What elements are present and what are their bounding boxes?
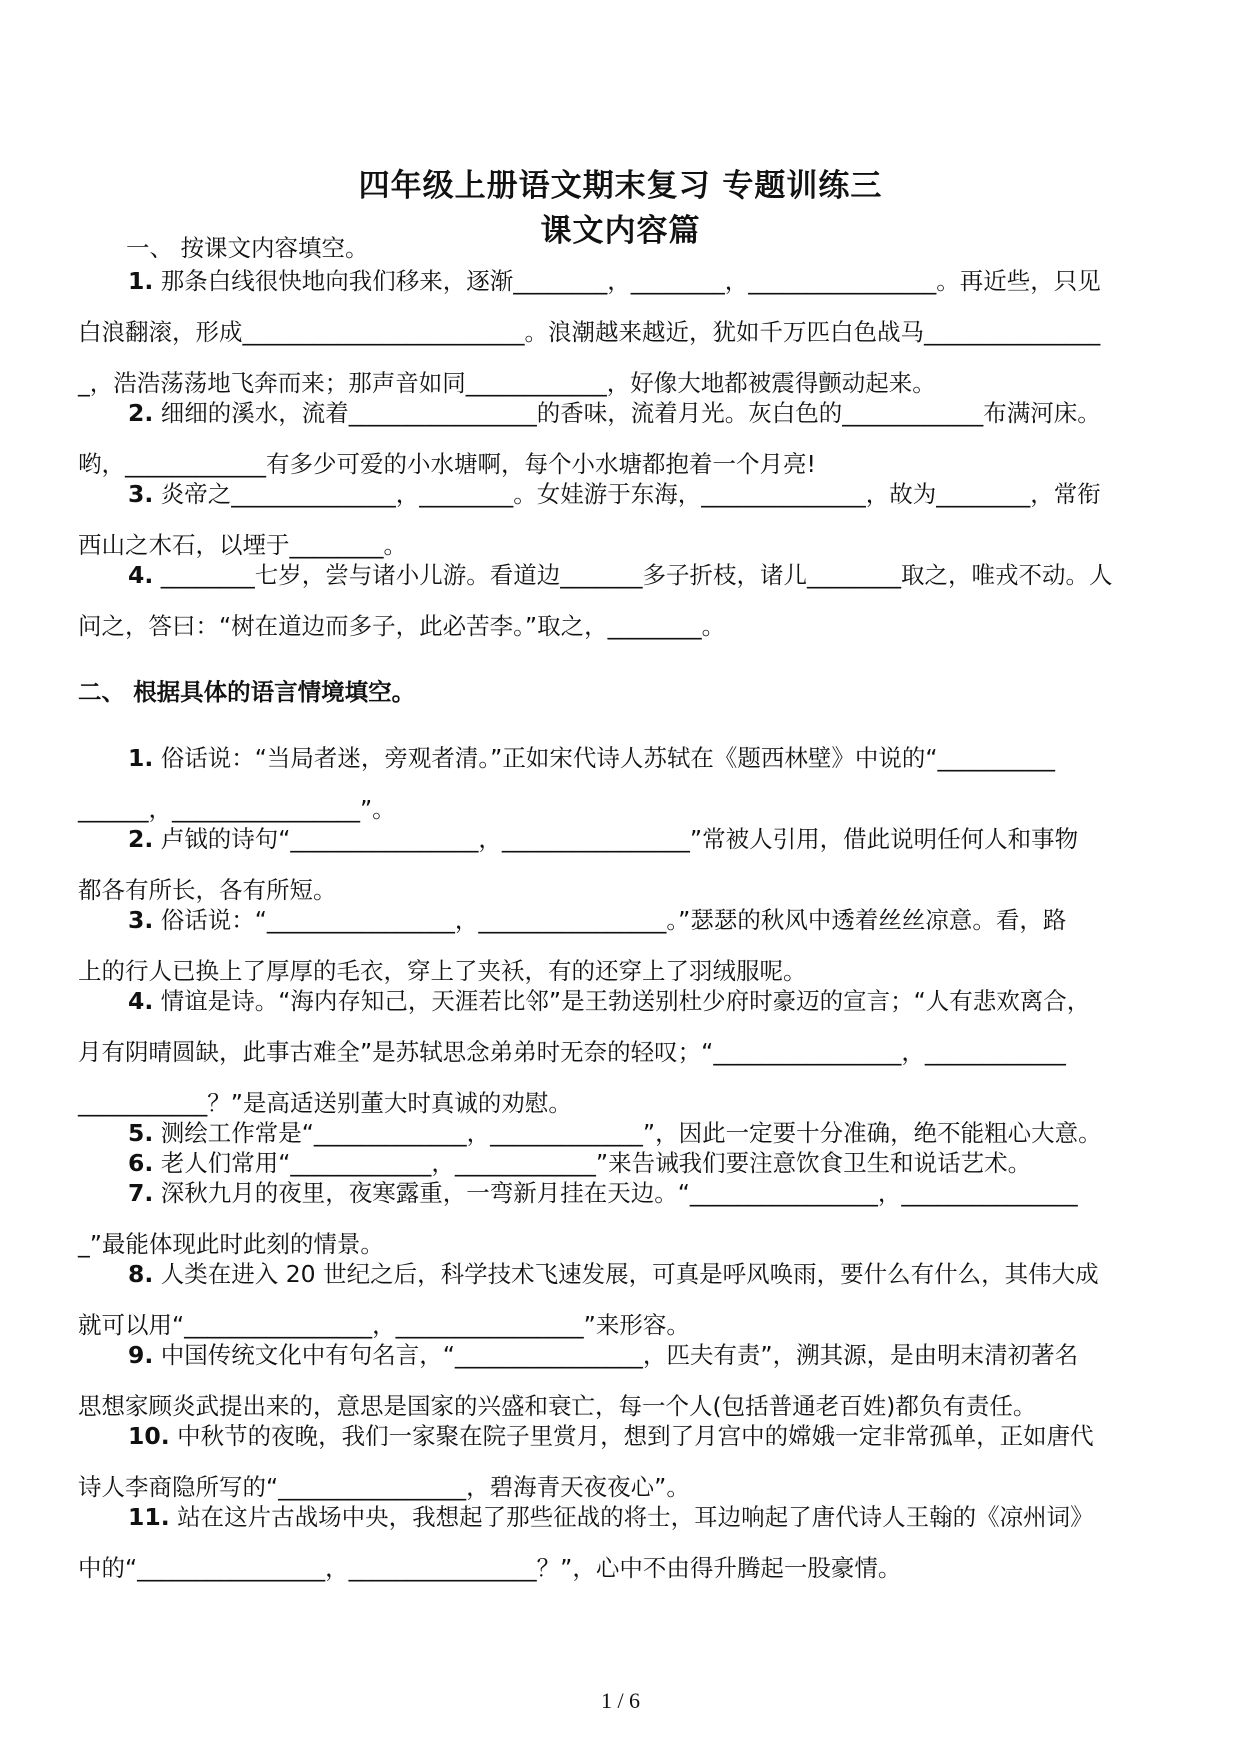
line-text: 那条白线很快地向我们移来，逐渐________，________，________________。再近些，只见: [153, 267, 1101, 295]
question-number: 3.: [128, 906, 154, 934]
line-text: 中的“________________，________________？”，心中不由得升腾起一股豪情。: [78, 1554, 902, 1582]
line-text: ________七岁，尝与诸小儿游。看道边_______多子折枝，诸儿________取之，唯戎不动。人: [153, 561, 1113, 589]
line-text: 深秋九月的夜里，夜寒露重，一弯新月挂在天边。“________________，_______________: [153, 1179, 1078, 1207]
text-line: [78, 677, 415, 707]
worksheet-title: 四年级上册语文期末复习 专题训练三: [358, 168, 883, 204]
text-line: [78, 1391, 1036, 1421]
question-number: 3.: [128, 480, 154, 508]
page-number: 1 / 6: [600, 1688, 641, 1713]
line-text: 中国传统文化中有句名言，“________________，匹夫有责”，溯其源，是由明末清初著名: [153, 1341, 1079, 1369]
question-line: [128, 1502, 1094, 1532]
line-text: 细细的溪水，流着________________的香味，流着月光。灰白色的____________布满河床。: [153, 399, 1101, 427]
line-text: 一、 按课文内容填空。: [126, 234, 369, 262]
question-line: [128, 905, 1066, 935]
text-line: [78, 1310, 690, 1340]
question-line: [128, 986, 1090, 1016]
line-text: 问之，答曰：“树在道边而多子，此必苦李。”取之，________。: [78, 612, 726, 640]
question-number: 4.: [128, 987, 154, 1015]
line-text: 上的行人已换上了厚厚的毛衣，穿上了夹袄，有的还穿上了羽绒服呢。: [78, 957, 807, 985]
text-line: [126, 233, 368, 263]
question-number: 5.: [128, 1119, 154, 1147]
question-number: 7.: [128, 1179, 154, 1207]
line-text: 人类在进入 20 世纪之后，科学技术飞速发展，可真是呼风唤雨，要什么有什么，其伟大成: [153, 1260, 1099, 1288]
line-text: 站在这片古战场中央，我想起了那些征战的将士，耳边响起了唐代诗人王翰的《凉州词》: [169, 1503, 1094, 1531]
question-number: 2.: [128, 825, 154, 853]
text-line: [78, 317, 1100, 347]
worksheet-subtitle: 课文内容篇: [540, 213, 701, 249]
question-line: [128, 560, 1113, 590]
question-line: [128, 398, 1101, 428]
question-line: [128, 1259, 1099, 1289]
question-line: [128, 266, 1101, 296]
line-text: 月有阴晴圆缺，此事古难全”是苏轼思念弟弟时无奈的轻叹；“________________，____________: [78, 1038, 1066, 1066]
text-line: [78, 1229, 384, 1259]
line-text: 思想家顾炎武提出来的，意思是国家的兴盛和衰亡，每一个人(包括普通老百姓)都负有责任。: [78, 1392, 1037, 1420]
question-line: [128, 1118, 1102, 1148]
text-line: [78, 449, 816, 479]
line-text: ______，________________”。: [78, 795, 396, 823]
text-line: [78, 1553, 901, 1583]
text-line: [78, 875, 337, 905]
text-line: [78, 1088, 572, 1118]
line-text: 俗话说：“________________，________________。”瑟瑟的秋风中透着丝丝凉意。看，路: [153, 906, 1067, 934]
line-text: 西山之木石，以堙于________。: [78, 531, 407, 559]
text-line: [78, 956, 807, 986]
line-text: 老人们常用“____________，____________”来告诫我们要注意饮食卫生和说话艺术。: [153, 1149, 1032, 1177]
question-number: 1.: [128, 267, 154, 295]
line-text: 白浪翻滚，形成________________________。浪潮越来越近，犹如千万匹白色战马_______________: [78, 318, 1101, 346]
question-line: [128, 1148, 1031, 1178]
line-text: 诗人李商隐所写的“________________，碧海青天夜夜心”。: [78, 1473, 690, 1501]
text-line: [78, 794, 396, 824]
line-text: _，浩浩荡荡地飞奔而来；那声音如同____________，好像大地都被震得颤动起来。: [78, 369, 936, 397]
line-text: ___________？”是高适送别董大时真诚的劝慰。: [78, 1089, 572, 1117]
question-number: 8.: [128, 1260, 154, 1288]
question-number: 4.: [128, 561, 154, 589]
line-text: 二、 根据具体的语言情境填空。: [78, 678, 416, 706]
question-number: 11.: [128, 1503, 170, 1531]
text-line: [78, 611, 725, 641]
question-number: 1.: [128, 744, 154, 772]
text-line: [78, 1037, 1066, 1067]
question-number: 9.: [128, 1341, 154, 1369]
text-line: [78, 530, 407, 560]
line-text: 俗话说：“当局者迷，旁观者清。”正如宋代诗人苏轼在《题西林壁》中说的“__________: [153, 744, 1056, 772]
line-text: 情谊是诗。“海内存知己，天涯若比邻”是王勃送别杜少府时豪迈的宣言；“人有悲欢离合，: [153, 987, 1091, 1015]
question-line: [128, 1421, 1094, 1451]
line-text: 都各有所长，各有所短。: [78, 876, 337, 904]
question-line: [128, 1178, 1078, 1208]
line-text: 炎帝之______________，________。女娃游于东海，______________，故为________，常衔: [153, 480, 1101, 508]
question-line: [128, 743, 1055, 773]
question-line: [128, 824, 1078, 854]
line-text: 测绘工作常是“_____________，_____________”，因此一定要十分准确，绝不能粗心大意。: [153, 1119, 1102, 1147]
question-number: 2.: [128, 399, 154, 427]
line-text: 就可以用“________________，________________”来形容。: [78, 1311, 690, 1339]
line-text: 哟，____________有多少可爱的小水塘啊，每个小水塘都抱着一个月亮!: [78, 450, 816, 478]
question-line: [128, 1340, 1078, 1370]
question-line: [128, 479, 1101, 509]
text-line: [78, 368, 936, 398]
text-line: [78, 1472, 690, 1502]
line-text: 中秋节的夜晚，我们一家聚在院子里赏月，想到了月宫中的嫦娥一定非常孤单，正如唐代: [169, 1422, 1094, 1450]
question-number: 10.: [128, 1422, 170, 1450]
question-number: 6.: [128, 1149, 154, 1177]
line-text: _”最能体现此时此刻的情景。: [78, 1230, 384, 1258]
line-text: 卢钺的诗句“________________，________________”常被人引用，借此说明任何人和事物: [153, 825, 1079, 853]
